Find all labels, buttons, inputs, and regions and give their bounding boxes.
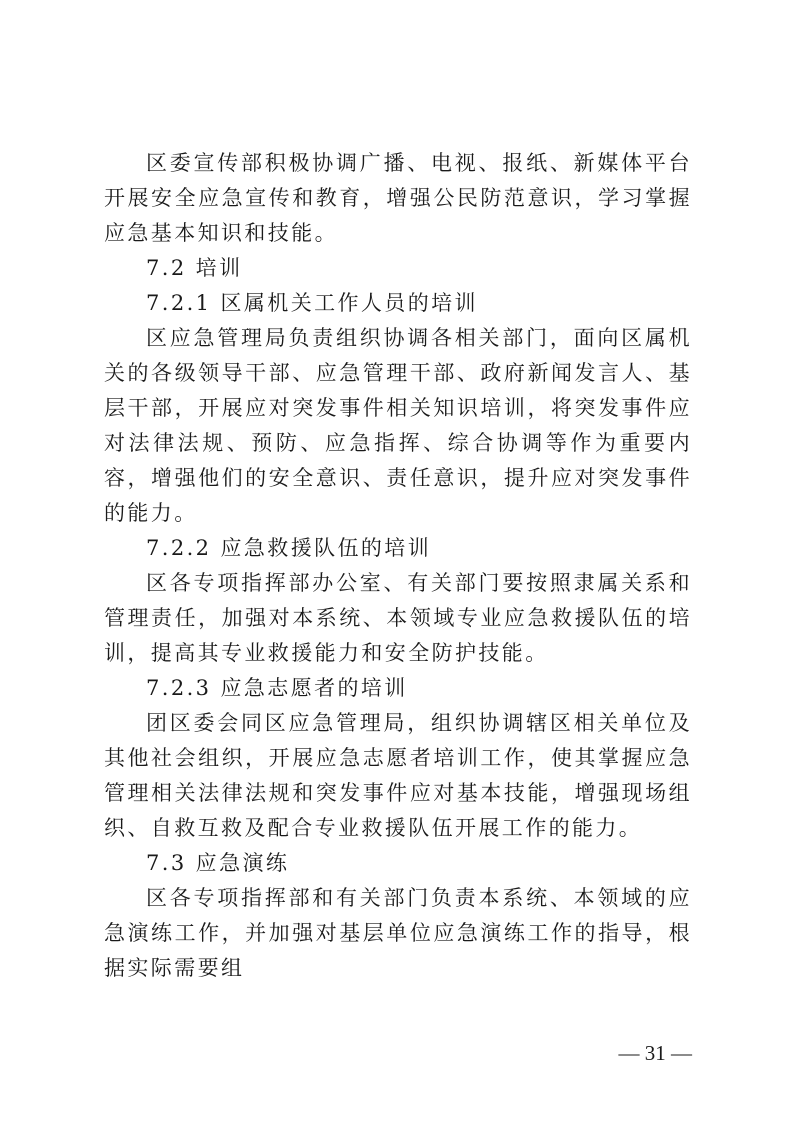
section-heading-7-2-1: 7.2.1 区属机关工作人员的培训 (146, 291, 478, 315)
page-number: — 31 — (618, 1041, 692, 1065)
section-heading-7-2: 7.2 培训 (146, 256, 243, 280)
document-body (104, 146, 692, 986)
section-heading-7-2-3: 7.2.3 应急志愿者的培训 (146, 676, 408, 700)
section-heading-7-2-2: 7.2.2 应急救援队伍的培训 (146, 536, 432, 560)
paragraph-staff-training: 区应急管理局负责组织协调各相关部门，面向区属机关的各级领导干部、应急管理干部、政府新闻发言人、基层干部，开展应对突发事件相关知识培训，将突发事件应对法律法规、预防、应急指挥、综合协调等作为重要内容，增强他们的安全意识、责任意识，提升应对突发事件的能力。 (104, 326, 692, 525)
paragraph-volunteer-training: 团区委会同区应急管理局，组织协调辖区相关单位及其他社会组织，开展应急志愿者培训工作，使其掌握应急管理相关法律法规和突发事件应对基本技能，增强现场组织、自救互救及配合专业救援队伍开展工作的能力。 (104, 711, 692, 840)
paragraph-rescue-team-training: 区各专项指挥部办公室、有关部门要按照隶属关系和管理责任，加强对本系统、本领域专业应急救援队伍的培训，提高其专业救援能力和安全防护技能。 (104, 571, 692, 665)
paragraph-drills: 区各专项指挥部和有关部门负责本系统、本领域的应急演练工作，并加强对基层单位应急演练工作的指导，根据实际需要组 (104, 886, 692, 980)
paragraph-publicity: 区委宣传部积极协调广播、电视、报纸、新媒体平台开展安全应急宣传和教育，增强公民防范意识，学习掌握应急基本知识和技能。 (104, 151, 692, 245)
section-heading-7-3: 7.3 应急演练 (146, 851, 290, 875)
